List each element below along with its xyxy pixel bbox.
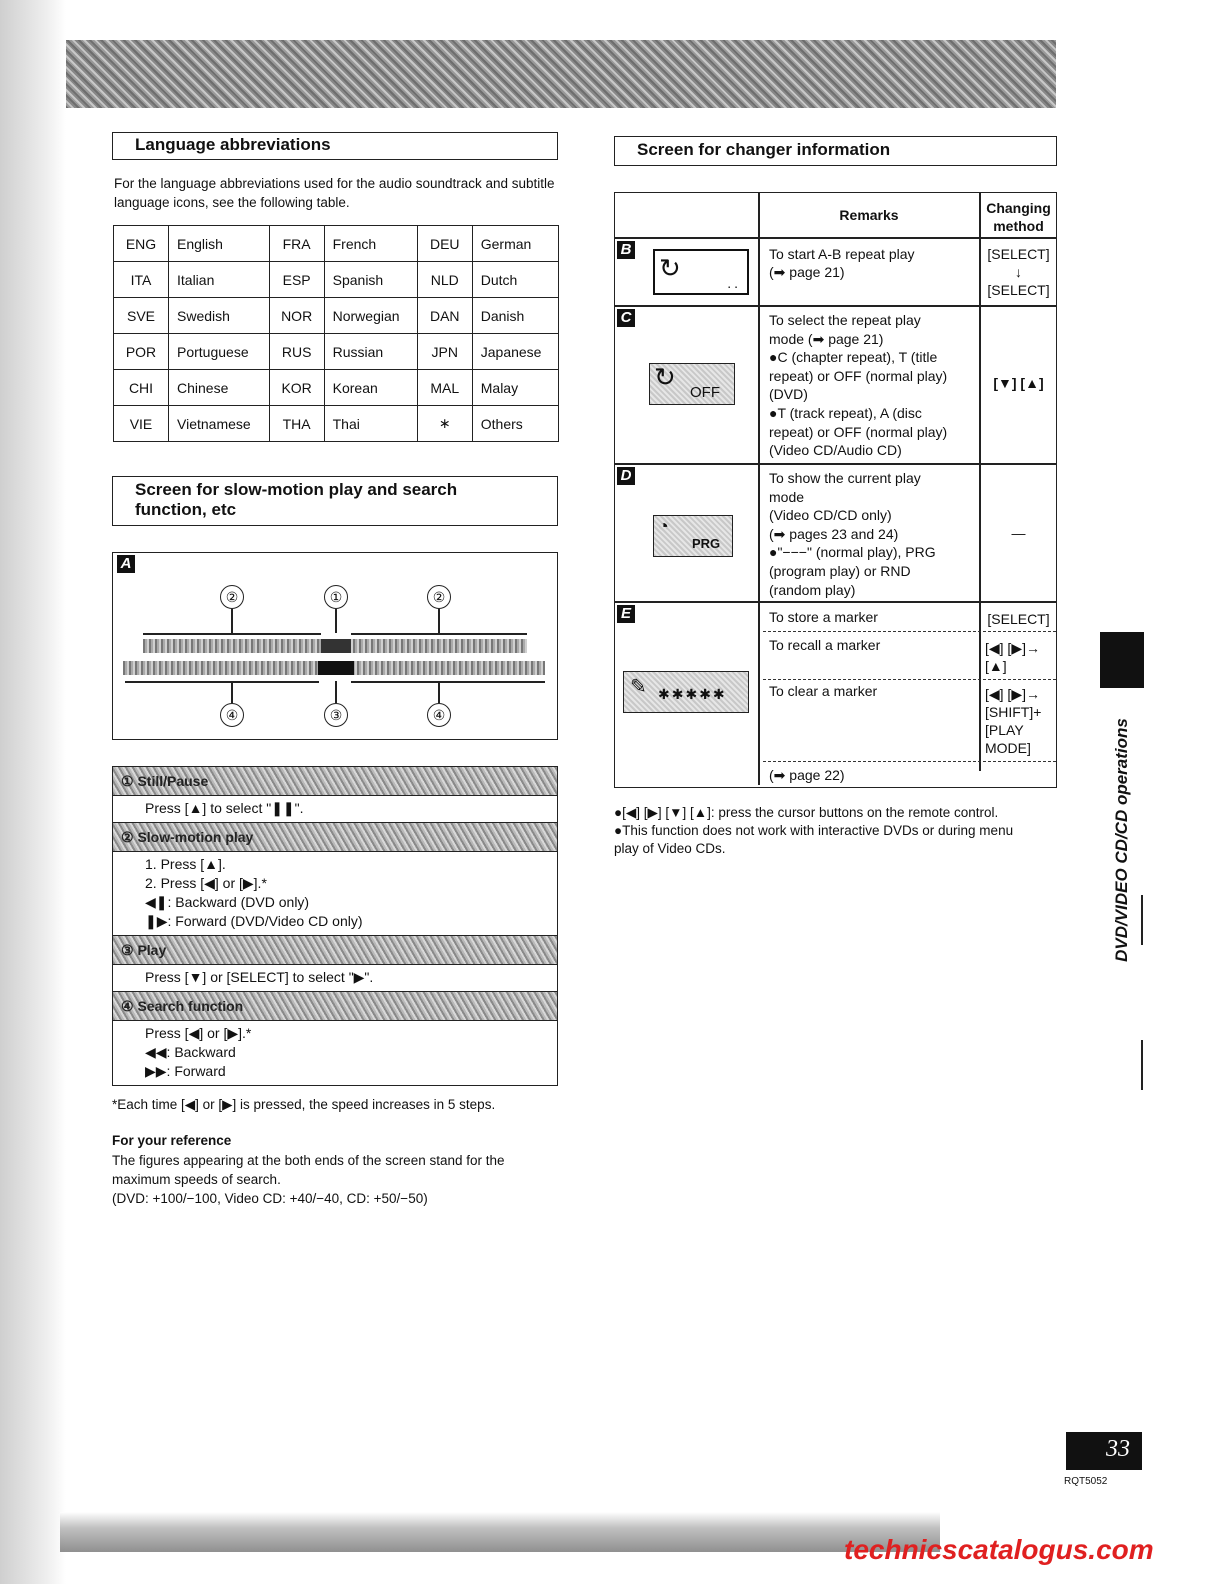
instruction-body — [113, 796, 557, 822]
language-table — [113, 225, 559, 442]
instruction-line: ▶▶: Forward — [145, 1063, 226, 1079]
instruction-body — [113, 852, 557, 935]
row-c-tag: C — [617, 309, 635, 327]
page-number: 33 — [1106, 1436, 1130, 1462]
language-intro: For the language abbreviations used for the audio soundtrack and subtitle language icons, see the following table. — [114, 176, 555, 210]
marker-screen — [623, 671, 749, 713]
instruction-line: Press [▲] to select "❚❚". — [145, 800, 304, 816]
repeat-icon-c: ↻ — [654, 362, 676, 392]
left-scan-shadow — [0, 0, 66, 1584]
marker-pin-icon: ✎ — [630, 676, 647, 698]
language-code: NOR — [269, 298, 324, 334]
label-4-left: ④ — [220, 703, 244, 727]
language-code: SVE — [114, 298, 169, 334]
language-section-title: Language abbreviations — [135, 135, 331, 154]
language-name: Dutch — [472, 262, 558, 298]
clear-method — [985, 685, 1055, 757]
language-name: Vietnamese — [169, 406, 270, 442]
disc-icon: ◔ — [658, 516, 669, 536]
row-c-method: [▼] [▲] — [993, 375, 1044, 391]
row-d-tag: D — [617, 467, 635, 485]
language-code: FRA — [269, 226, 324, 262]
store-marker: To store a marker — [769, 609, 878, 625]
diagram-tag: A — [117, 555, 135, 573]
language-name: Norwegian — [324, 298, 417, 334]
language-code: DEU — [417, 226, 472, 262]
language-name: German — [472, 226, 558, 262]
remark-line: (DVD) — [769, 386, 808, 403]
col-method-2: method — [993, 218, 1044, 234]
method-line: [SHIFT]+ — [985, 704, 1042, 720]
remark-line: To show the current play — [769, 470, 921, 486]
language-row — [114, 226, 559, 262]
clear-marker: To clear a marker — [769, 683, 878, 699]
slow-instructions — [112, 766, 558, 1086]
language-code: THA — [269, 406, 324, 442]
language-name: French — [324, 226, 417, 262]
language-name: Spanish — [324, 262, 417, 298]
reference-title: For your reference — [112, 1133, 232, 1148]
remark-line: To select the repeat play — [769, 312, 921, 328]
method-line: ↓ — [1015, 264, 1022, 280]
changer-section-title: Screen for changer information — [637, 140, 891, 159]
label-1: ① — [324, 585, 348, 609]
language-row — [114, 262, 559, 298]
language-row — [114, 334, 559, 370]
instruction-line: ◀◀: Backward — [145, 1044, 236, 1060]
label-4-right: ④ — [427, 703, 451, 727]
method-line: [◀] [▶]→ — [985, 686, 1040, 702]
watermark: technicscatalogus.com — [844, 1534, 1154, 1565]
changer-table — [614, 192, 1057, 788]
remark-line: ●T (track repeat), A (disc — [769, 404, 922, 421]
row-d-method: — — [1011, 525, 1026, 541]
method-line: [SELECT] — [987, 246, 1050, 262]
language-name: Malay — [472, 370, 558, 406]
changer-section-header — [614, 136, 1057, 166]
remark-line: To start A-B repeat play — [769, 246, 915, 262]
instruction-line: Press [◀] or [▶].* — [145, 1025, 252, 1041]
language-row — [114, 406, 559, 442]
col-remarks: Remarks — [839, 207, 899, 223]
row-e-tag: E — [617, 605, 635, 623]
prg-label: PRG — [692, 536, 721, 551]
instruction-body — [113, 965, 557, 991]
language-code: NLD — [417, 262, 472, 298]
side-label: DVD/VIDEO CD/CD operations — [1112, 718, 1131, 962]
language-code: ESP — [269, 262, 324, 298]
language-code: JPN — [417, 334, 472, 370]
remark-line: repeat) or OFF (normal play) — [769, 423, 948, 440]
off-label: OFF — [690, 384, 720, 401]
marker-page-ref: (➡ page 22) — [769, 767, 845, 783]
reference-text: The figures appearing at the both ends of the screen stand for the maximum speeds of search. — [112, 1153, 505, 1187]
instruction-header: ④ Search function — [113, 991, 557, 1021]
language-name: Italian — [169, 262, 270, 298]
play-mode-screen — [653, 515, 733, 557]
instruction-header: ③ Play — [113, 935, 557, 965]
top-header-band — [66, 40, 1056, 108]
label-3: ③ — [324, 703, 348, 727]
language-name: Portuguese — [169, 334, 270, 370]
page-number-box — [1066, 1432, 1142, 1470]
language-name: Russian — [324, 334, 417, 370]
language-name: English — [169, 226, 270, 262]
language-code: KOR — [269, 370, 324, 406]
language-name: Japanese — [472, 334, 558, 370]
doc-code: RQT5052 — [1064, 1476, 1108, 1487]
remark-line: (Video CD/CD only) — [769, 507, 892, 524]
language-code: ITA — [114, 262, 169, 298]
ab-repeat-screen: ↻ .. — [653, 249, 749, 295]
note-line: play of Video CDs. — [614, 841, 726, 856]
language-row — [114, 298, 559, 334]
language-section-header — [112, 132, 558, 160]
reference-values: (DVD: +100/−100, Video CD: +40/−40, CD: +50/−50) — [112, 1191, 428, 1206]
store-method: [SELECT] — [987, 611, 1050, 627]
remark-line: ●"−−−" (normal play), PRG — [769, 544, 936, 561]
instruction-line: 1. Press [▲]. — [145, 856, 226, 872]
instruction-header: ① Still/Pause — [113, 767, 557, 796]
slow-section-title-2: function, etc — [135, 500, 237, 519]
instruction-line: Press [▼] or [SELECT] to select "▶". — [145, 969, 374, 985]
method-line: [PLAY — [985, 722, 1024, 738]
label-2-right: ② — [427, 585, 451, 609]
row-b-tag: B — [617, 241, 635, 259]
recall-method — [985, 639, 1055, 675]
method-line: [▲] — [985, 658, 1007, 674]
language-code: VIE — [114, 406, 169, 442]
remark-line: mode — [769, 488, 805, 505]
remark-line: ●C (chapter repeat), T (title — [769, 349, 938, 366]
bottom-scan-band — [60, 1512, 940, 1552]
slow-section-title-1: Screen for slow-motion play and search — [135, 480, 458, 499]
instruction-line: ❚▶: Forward (DVD/Video CD only) — [145, 913, 363, 929]
note-line: ●[◀] [▶] [▼] [▲]: press the cursor buttons on the remote control. — [614, 805, 999, 820]
remark-line: (random play) — [769, 581, 856, 598]
language-name: Korean — [324, 370, 417, 406]
slow-footnote: *Each time [◀] or [▶] is pressed, the speed increases in 5 steps. — [112, 1097, 496, 1112]
slow-diagram — [112, 552, 558, 740]
language-code: CHI — [114, 370, 169, 406]
language-code: RUS — [269, 334, 324, 370]
language-code: POR — [114, 334, 169, 370]
note-line: ●This function does not work with interactive DVDs or during menu — [614, 823, 1014, 838]
language-name: Others — [472, 406, 558, 442]
language-name: Danish — [472, 298, 558, 334]
remark-line: (➡ pages 23 and 24) — [769, 525, 899, 542]
marker-stars: ✱✱✱✱✱ — [658, 686, 727, 702]
method-line: [SELECT] — [987, 282, 1050, 298]
side-tab-block — [1100, 632, 1144, 688]
repeat-off-screen — [649, 363, 735, 405]
changer-notes — [614, 804, 1064, 858]
recall-marker: To recall a marker — [769, 637, 881, 653]
remark-line: mode (➡ page 21) — [769, 330, 884, 347]
language-code: DAN — [417, 298, 472, 334]
language-name: Swedish — [169, 298, 270, 334]
language-code: ENG — [114, 226, 169, 262]
col-method-1: Changing — [986, 200, 1051, 216]
instruction-line: ◀❚: Backward (DVD only) — [145, 894, 310, 910]
row-c-remarks — [769, 311, 979, 460]
slow-section-header — [112, 476, 558, 526]
instruction-line: 2. Press [◀] or [▶].* — [145, 875, 267, 891]
remark-line: (program play) or RND — [769, 562, 911, 579]
language-code: MAL — [417, 370, 472, 406]
method-line: [◀] [▶]→ — [985, 640, 1040, 656]
remark-line: (Video CD/Audio CD) — [769, 442, 902, 459]
language-row — [114, 370, 559, 406]
language-code: ∗ — [417, 406, 472, 442]
row-d-remarks — [769, 469, 979, 599]
method-line: MODE] — [985, 740, 1031, 756]
instruction-header: ② Slow-motion play — [113, 822, 557, 852]
row-b-method — [981, 245, 1056, 299]
language-name: Chinese — [169, 370, 270, 406]
row-b-remarks — [769, 245, 979, 281]
language-name: Thai — [324, 406, 417, 442]
remark-line: (➡ page 21) — [769, 264, 845, 280]
remark-line: repeat) or OFF (normal play) — [769, 367, 948, 384]
instruction-body — [113, 1021, 557, 1085]
label-2-left: ② — [220, 585, 244, 609]
repeat-icon: ↻ — [659, 253, 681, 283]
